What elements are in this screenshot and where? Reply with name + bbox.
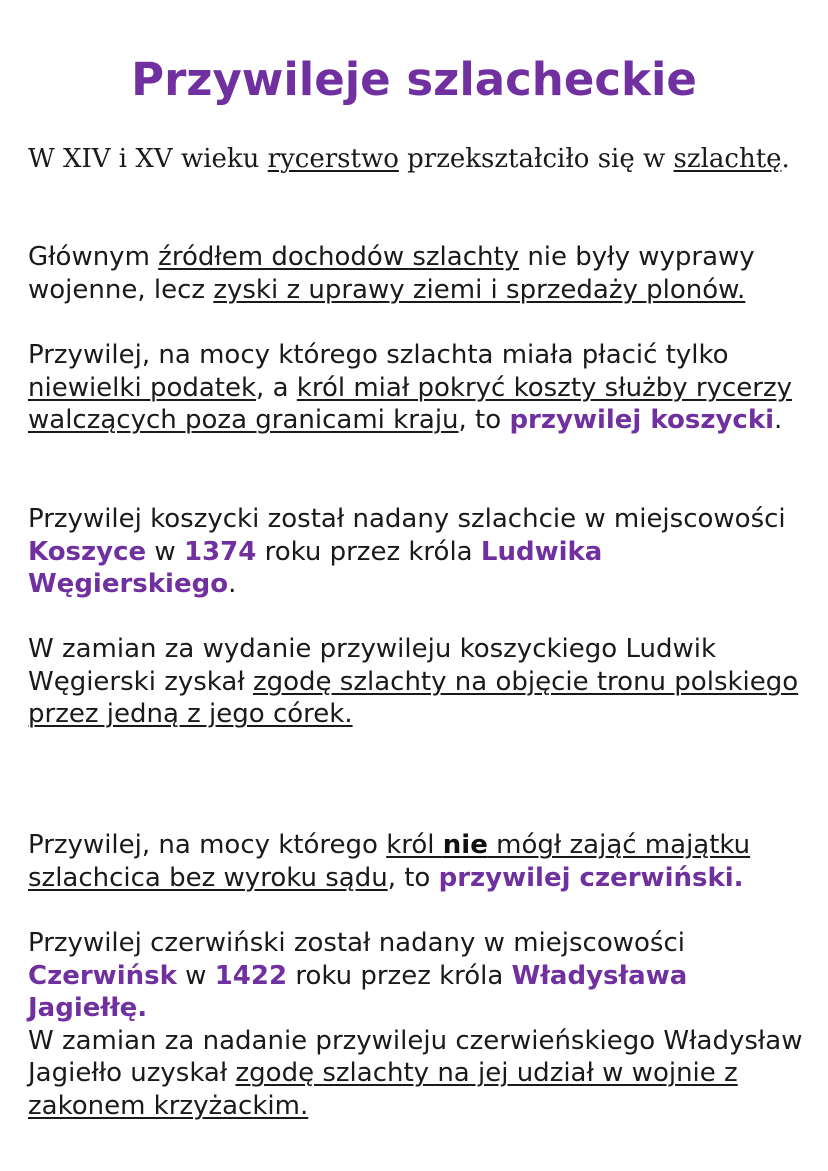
text-segment: W zamian za wydanie przywileju koszyckiego Ludwik Węgierski zyskał — [28, 634, 716, 697]
paragraph-przywilej-czerwinski — [28, 829, 808, 894]
underlined-term: źródłem dochodów szlachty — [158, 242, 520, 272]
paragraph-przywilej-koszycki — [28, 339, 808, 437]
highlight-year: 1422 — [214, 960, 288, 991]
underlined-term: niewielki podatek — [28, 372, 257, 403]
text-segment: . — [781, 144, 790, 174]
paragraph-dochody — [28, 241, 808, 306]
text-segment: , to — [387, 862, 439, 893]
underlined-term: zgodę szlachty na jej udział w wojnie z zakonem krzyżackim. — [28, 1058, 738, 1121]
highlight-year: 1374 — [183, 536, 257, 567]
underlined-term: mógł zająć majątku szlachcica bez wyroku sądu — [28, 830, 751, 893]
underlined-term: zyski z uprawy ziemi i sprzedaży plonów. — [213, 274, 746, 305]
text-segment: Głównym — [28, 242, 159, 272]
emphasis-term: nie — [442, 830, 488, 860]
paragraph-rycerstwo — [28, 143, 808, 176]
text-segment: , to — [458, 405, 510, 435]
text-segment: nie były wyprawy wojenne, lecz — [28, 242, 755, 305]
paragraph-czerwinsk — [28, 927, 808, 1122]
highlight-term: Ludwika Węgierskiego — [28, 536, 603, 599]
text-segment: Przywilej, na mocy którego szlachta miała płacić tylko — [28, 340, 729, 370]
text-segment: roku przez króla — [256, 536, 481, 567]
underlined-term: król miał pokryć koszty służby rycerzy walczących poza granicami kraju — [28, 372, 792, 435]
highlight-term: przywilej koszycki — [509, 405, 775, 435]
text-segment: Przywilej koszycki został nadany szlachcie w miejscowości — [28, 504, 786, 534]
text-segment: Przywilej, na mocy którego — [28, 830, 387, 860]
text-segment: W zamian za nadanie przywileju czerwieńskiego Władysław Jagiełło uzyskał — [28, 1025, 803, 1088]
highlight-term: Koszyce — [28, 536, 147, 567]
text-segment: . — [228, 569, 237, 599]
text-segment: , a — [256, 372, 297, 403]
text-segment: . — [774, 405, 783, 435]
text-segment: przekształciło się w — [398, 144, 674, 174]
underlined-term: zgodę szlachty na objęcie tronu polskiego przez jedną z jego córek. — [28, 666, 799, 729]
highlight-term: Czerwińsk — [28, 960, 177, 991]
underlined-term: szlachtę — [673, 144, 782, 174]
text-segment: w — [146, 536, 184, 567]
text-segment: Przywilej czerwiński został nadany w miejscowości — [28, 928, 685, 958]
highlight-term: przywilej czerwiński. — [438, 862, 744, 893]
underlined-term: rycerstwo — [267, 144, 399, 174]
underlined-term: król — [386, 830, 443, 860]
text-segment: w — [176, 960, 215, 991]
text-segment: roku przez króla — [287, 960, 512, 991]
highlight-term: Władysława Jagiełłę. — [28, 960, 688, 1023]
page-title: Przywileje szlacheckie — [131, 53, 697, 106]
text-segment: W XIV i XV wieku — [28, 144, 268, 174]
paragraph-koszyce — [28, 503, 808, 601]
paragraph-w-zamian-koszycki — [28, 633, 808, 731]
